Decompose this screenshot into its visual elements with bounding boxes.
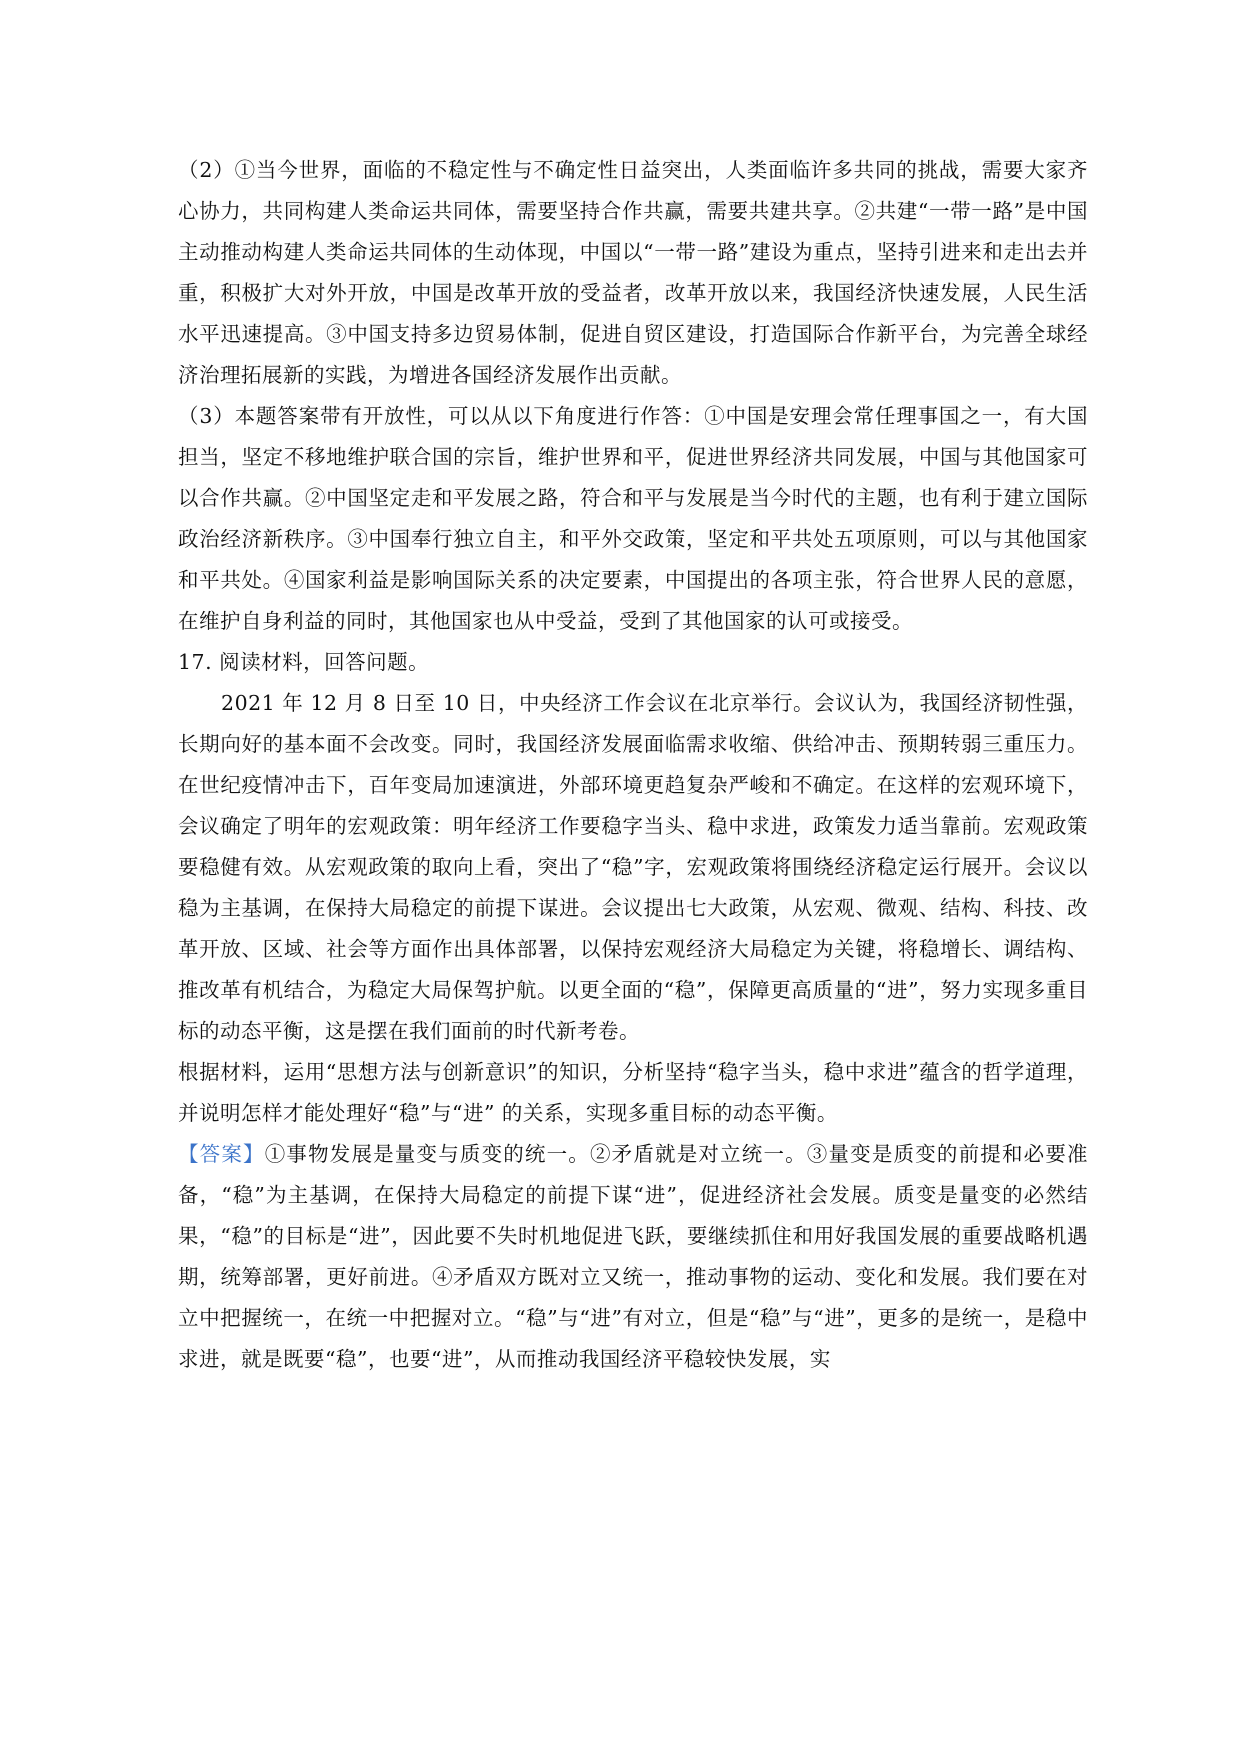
q17-question: 根据材料，运用“思想方法与创新意识”的知识，分析坚持“稳字当头，稳中求进”蕴含的哲学道理，并说明怎样才能处理好“稳”与“进” 的关系，实现多重目标的动态平衡。 xyxy=(178,1060,1088,1125)
q17-answer-text: ①事物发展是量变与质变的统一。②矛盾就是对立统一。③量变是质变的前提和必要准备，“稳”为主基调，在保持大局稳定的前提下谋“进”，促进经济社会发展。质变是量变的必然结果，“稳”的目标是“进”，因此要不失时机地促进飞跃，要继续抓住和用好我国发展的重要战略机遇期，统筹部署，更好前进。④矛盾双方既对立又统一，推动事物的运动、变化和发展。我们要在对立中把握统一，在统一中把握对立。“稳”与“进”有对立，但是“稳”与“进”，更多的是统一，是稳中求进，就是既要“稳”，也要“进”，从而推动我国经济平稳较快发展，实 xyxy=(178,1142,1089,1371)
q17-material: 2021 年 12 月 8 日至 10 日，中央经济工作会议在北京举行。会议认为，我国经济韧性强，长期向好的基本面不会改变。同时，我国经济发展面临需求收缩、供给冲击、预期转弱三重压力。在世纪疫情冲击下，百年变局加速演进，外部环境更趋复杂严峻和不确定。在这样的宏观环境下，会议确定了明年的宏观政策：明年经济工作要稳字当头、稳中求进，政策发力适当靠前。宏观政策要稳健有效。从宏观政策的取向上看，突出了“稳”字，宏观政策将围绕经济稳定运行展开。会议以稳为主基调，在保持大局稳定的前提下谋进。会议提出七大政策，从宏观、微观、结构、科技、改革开放、区域、社会等方面作出具体部署，以保持宏观经济大局稳定为关键，将稳增长、调结构、推改革有机结合，为稳定大局保驾护航。以更全面的“稳”，保障更高质量的“进”，努力实现多重目标的动态平衡，这是摆在我们面前的时代新考卷。 xyxy=(178,691,1088,1043)
q16-part2-answer: （2）①当今世界，面临的不稳定性与不确定性日益突出，人类面临许多共同的挑战，需要大家齐心协力，共同构建人类命运共同体，需要坚持合作共赢，需要共建共享。②共建“一带一路”是中国主动推动构建人类命运共同体的生动体现，中国以“一带一路”建设为重点，坚持引进来和走出去并重，积极扩大对外开放，中国是改革开放的受益者，改革开放以来，我国经济快速发展，人民生活水平迅速提高。③中国支持多边贸易体制，促进自贸区建设，打造国际合作新平台，为完善全球经济治理拓展新的实践，为增进各国经济发展作出贡献。 xyxy=(178,158,1088,387)
q17-answer-paragraph xyxy=(178,1134,1088,1380)
q16-part3-answer: （3）本题答案带有开放性，可以从以下角度进行作答：①中国是安理会常任理事国之一，有大国担当，坚定不移地维护联合国的宗旨，维护世界和平，促进世界经济共同发展，中国与其他国家可以合作共赢。②中国坚定走和平发展之路，符合和平与发展是当今时代的主题，也有利于建立国际政治经济新秩序。③中国奉行独立自主，和平外交政策，坚定和平共处五项原则，可以与其他国家和平共处。④国家利益是影响国际关系的决定要素，中国提出的各项主张，符合世界人民的意愿，在维护自身利益的同时，其他国家也从中受益，受到了其他国家的认可或接受。 xyxy=(178,404,1088,633)
page-content xyxy=(178,150,1088,1380)
answer-tag: 【答案】 xyxy=(178,1142,265,1166)
q17-title: 17. 阅读材料，回答问题。 xyxy=(178,650,430,674)
